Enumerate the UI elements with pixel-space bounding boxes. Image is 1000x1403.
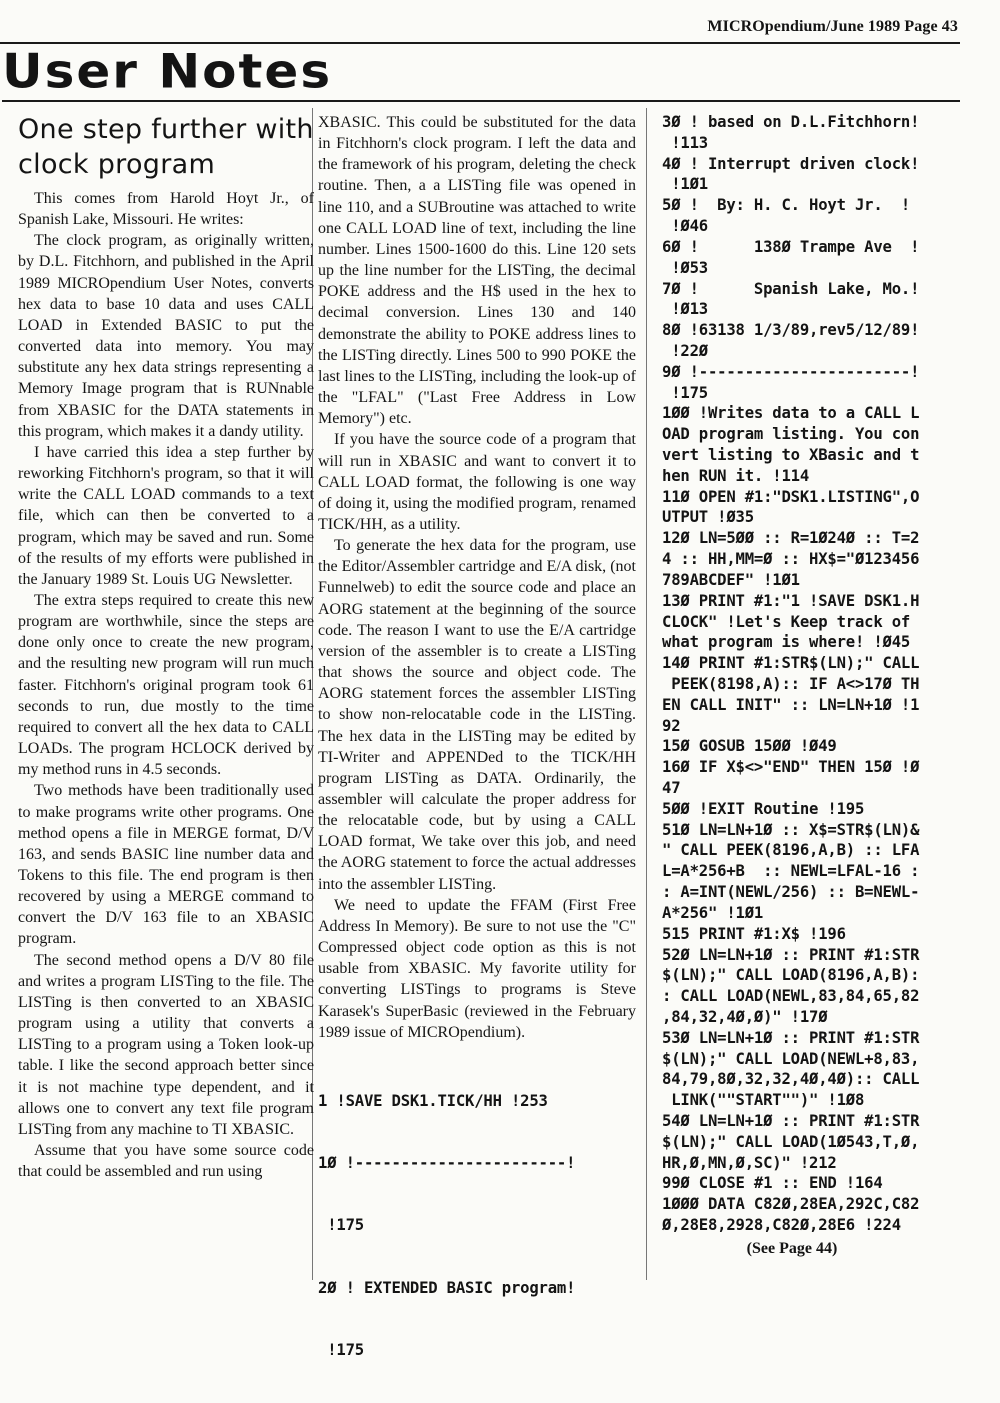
code-line: 1ØØØ DATA C82Ø,28EA,292C,C82 [662, 1195, 920, 1214]
code-line: 9Ø !-----------------------! [662, 362, 920, 381]
code-line: !175 [318, 1216, 364, 1235]
code-line: what program is where! !Ø45 [662, 633, 911, 652]
code-line: A*256" !1Ø1 [662, 903, 764, 922]
code-line: 47 [662, 779, 681, 797]
code-line: 7Ø ! Spanish Lake, Mo.! [662, 279, 920, 298]
code-listing [318, 1049, 636, 1403]
code-line: !113 [662, 133, 708, 152]
code-line: 4Ø ! Interrupt driven clock! [662, 154, 920, 173]
code-line: !1Ø1 [662, 175, 708, 194]
code-line: 3Ø ! based on D.L.Fitchhorn! [662, 113, 920, 131]
code-line: 16Ø IF X$<>"END" THEN 15Ø !Ø [662, 758, 920, 777]
code-line: 5ØØ !EXIT Routine !195 [662, 799, 865, 818]
column-1 [18, 112, 314, 1282]
code-line: 51Ø LN=LN+1Ø :: X$=STR$(LN)& [662, 820, 920, 839]
running-head-text: MICROpendium/June 1989 Page 43 [707, 18, 958, 35]
code-line: 52Ø LN=LN+1Ø :: PRINT #1:STR [662, 945, 920, 964]
code-line: $(LN);" CALL LOAD(1Ø543,T,Ø, [662, 1132, 920, 1151]
code-line: 1ØØ !Writes data to a CALL L [662, 404, 920, 423]
code-line: CLOCK" !Let's Keep track of [662, 612, 911, 631]
code-line: 15Ø GOSUB 15ØØ !Ø49 [662, 737, 837, 756]
code-line: : A=INT(NEWL/256) :: B=NEWL- [662, 883, 920, 902]
paragraph: I have carried this idea a step further by reworking Fitchhorn's program, so that it will write the CALL LOAD commands to a text file, which can then be converted to a program, which may be saved and run. Some of the results of my efforts were published in the January 1989 St. Louis UG Newsletter. [18, 443, 314, 588]
code-line: 2Ø ! EXTENDED BASIC program! [318, 1278, 576, 1297]
code-line: vert listing to XBasic and t [662, 446, 920, 464]
code-line: LINK(""START"")" !1Ø8 [662, 1091, 865, 1110]
code-line: 6Ø ! 138Ø Trampe Ave ! [662, 237, 920, 256]
paragraph: This comes from Harold Hoyt Jr., of Spanish Lake, Missouri. He writes: [18, 190, 314, 229]
running-header [0, 0, 1000, 42]
paragraph: The extra steps required to create this new program are worthwhile, since the steps are done only once to create the new program, and the resulting new program will run much faster. Fitchhorn's original program took 61 seconds to run, due mostly to the time required to convert all the hex data to CALL LOADs. The program HCLOCK derived by my method runs in 4.5 seconds. [18, 591, 314, 779]
code-line: EN CALL INIT" :: LN=LN+1Ø !1 [662, 695, 920, 714]
paragraph: We need to update the FFAM (First Free Address In Memory). Be sure to not use the "C" Compressed object code option as this is not usable from XBASIC. My favorite utility for converting LISTings to programs is Steve Karasek's SuperBasic (reviewed in the February 1989 issue of MICROpendium). [318, 896, 636, 1041]
code-line: 14Ø PRINT #1:STR$(LN);" CALL [662, 654, 920, 673]
paragraph: Assume that you have some source code that could be assembled and run using [18, 1142, 314, 1181]
code-line: : CALL LOAD(NEWL,83,84,65,82 [662, 987, 920, 1006]
code-line: UTPUT !Ø35 [662, 508, 754, 527]
code-line: $(LN);" CALL LOAD(NEWL+8,83, [662, 1049, 920, 1068]
code-line: 92 [662, 716, 681, 735]
code-line: 84,79,8Ø,32,32,4Ø,4Ø):: CALL [662, 1070, 920, 1089]
code-line: 4 :: HH,MM=Ø :: HX$="Ø123456 [662, 550, 920, 569]
code-line: 515 PRINT #1:X$ !196 [662, 924, 846, 943]
continuation-note: (See Page 44) [746, 1239, 838, 1257]
column-3 [662, 112, 962, 1284]
paragraph: The clock program, as originally written, by D.L. Fitchhorn, and published in the April 1989 MICROpendium User Notes, converts hex data to base 10 data and uses CALL LOAD in Extended BASIC to put the converted data into memory. You may substitute any hex data strings representing a Memory Image program that is RUNnable from XBASIC for the DATA statements in this program, which makes it a dandy utility. [18, 232, 314, 440]
column-2 [318, 112, 636, 1360]
code-line: 11Ø OPEN #1:"DSK1.LISTING",O [662, 487, 920, 506]
code-line: 99Ø CLOSE #1 :: END !164 [662, 1174, 883, 1193]
code-listing [662, 112, 962, 1236]
code-line: hen RUN it. !114 [662, 466, 810, 485]
code-line: 12Ø LN=5ØØ :: R=1Ø24Ø :: T=2 [662, 529, 920, 548]
code-line: 1Ø !-----------------------! [318, 1153, 576, 1172]
paragraph: XBASIC. This could be substituted for the data in Fitchhorn's clock program. I left the data and the framework of his program, deleting the check routine. Then, a a LISTing file was opened in line 110, and a SUBroutine was attached to write one CALL LOAD line of text, including the line number. Lines 1500-1600 do this. Line 120 sets up the line number for the LISTing, the decimal POKE address and the H$ used in the hex to decimal conversion. Lines 130 and 140 demonstrate the ability to POKE address lines to the LISTing directly. Lines 500 to 990 POKE the last lines to the LISTing, including the look-up of the "LFAL" ("Last Free Address in Low Memory") etc. [318, 114, 636, 428]
code-line: Ø,28E8,2928,C82Ø,28E6 !224 [662, 1216, 901, 1235]
code-line: !175 [662, 383, 708, 402]
code-line: !Ø46 [662, 217, 708, 236]
article-headline: One step further with clock program [18, 114, 314, 180]
paragraph: To generate the hex data for the program, use the Editor/Assembler cartridge and E/A disk, (not Funnelweb) to edit the source code and place an AORG statement at the beginning of the source code. The reason I want to use the E/A cartridge version of the assembler is to create a LISTing that shows the source and object code. The AORG statement forces the assembler LISTing to show non-relocatable code in the LISTing. The hex data in the LISTing may be edited by TI-Writer and APPENDed to the TICK/HH program LISTing as DATA. Ordinarily, the assembler will calculate the proper address for the relocatable code, but by using a CALL LOAD format, We take over this job, and need the AORG statement to force the actual addresses into the assembler LISTing. [318, 537, 636, 893]
code-line: L=A*256+B :: NEWL=LFAL-16 : [662, 862, 920, 881]
code-line: !175 [318, 1341, 364, 1360]
column-divider [646, 108, 647, 1280]
code-line: ,84,32,4Ø,Ø)" !17Ø [662, 1007, 828, 1026]
code-line: !22Ø [662, 341, 708, 360]
code-line: 13Ø PRINT #1:"1 !SAVE DSK1.H [662, 591, 920, 610]
code-line: 8Ø !63138 1/3/89,rev5/12/89! [662, 321, 920, 340]
code-line: OAD program listing. You con [662, 425, 920, 444]
code-line: 53Ø LN=LN+1Ø :: PRINT #1:STR [662, 1028, 920, 1047]
section-rule [2, 100, 960, 102]
paragraph: The second method opens a D/V 80 file and writes a program LISTing to the file. The LISTing is then converted to an XBASIC program using a utility that converts a LISTing to a program using a Token look-up table. I like the second approach better since it is not machine type dependent, and it allows one to convert any text file program LISTing from any machine to TI XBASIC. [18, 951, 314, 1138]
code-line: !Ø53 [662, 258, 708, 277]
code-line: " CALL PEEK(8196,A,B) :: LFA [662, 841, 920, 860]
code-line: 5Ø ! By: H. C. Hoyt Jr. ! [662, 196, 911, 215]
code-line: $(LN);" CALL LOAD(8196,A,B): [662, 966, 920, 985]
code-line: 54Ø LN=LN+1Ø :: PRINT #1:STR [662, 1112, 920, 1130]
code-line: PEEK(8198,A):: IF A<>17Ø TH [662, 674, 920, 693]
paragraph: If you have the source code of a program that will run in XBASIC and want to convert it to CALL LOAD format, the following is one way of doing it, using the modified program, renamed TICK/HH, as a utility. [318, 431, 636, 533]
paragraph: Two methods have been traditionally used to make programs write other programs. One method opens a file in MERGE format, D/V 163, and sends BASIC line number data and Tokens to this file. The end program is then recovered by using a MERGE command to convert the D/V 163 file to an XBASIC program. [18, 782, 314, 948]
code-line: HR,Ø,MN,Ø,SC)" !212 [662, 1153, 837, 1172]
code-line: 789ABCDEF" !1Ø1 [662, 570, 800, 589]
code-line: !Ø13 [662, 300, 708, 319]
code-line: 1 !SAVE DSK1.TICK/HH !253 [318, 1091, 548, 1110]
section-title: User Notes [2, 43, 333, 99]
